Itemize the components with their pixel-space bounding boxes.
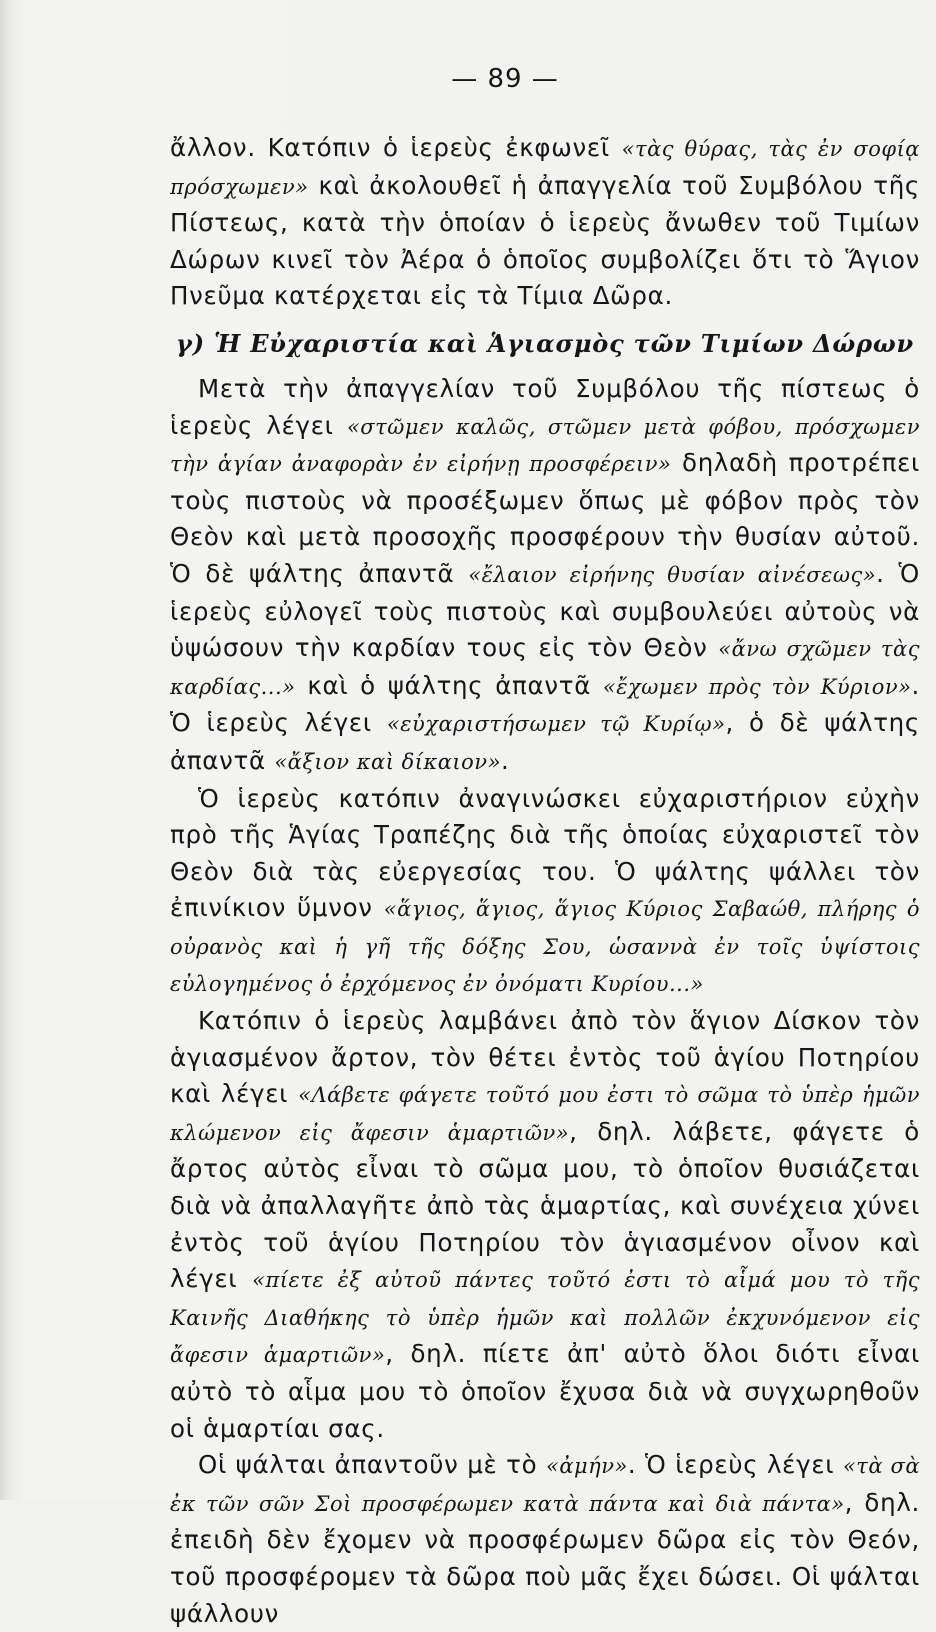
quotation: «Λάβετε φάγετε τοῦτό μου ἐστι τὸ σῶμα τὸ ὑπὲρ ἡμῶν κλώμενον εἰς ἄφεσιν ἁμαρτιῶν»: [170, 1083, 921, 1145]
quotation: «ἔλαιον εἰρήνης θυσίαν αἰνέσεως»: [468, 562, 877, 587]
text-run: , ὁ δὲ ψάλτης ἀπαντᾶ: [170, 708, 920, 775]
paragraph-p3: [170, 781, 920, 1004]
quotation: «εὐχαριστήσωμεν τῷ Κυρίῳ»: [386, 712, 726, 737]
text-run: Μετὰ τὴν ἀπαγγελίαν τοῦ Συμβόλου τῆς πίστεως ὁ ἱερεὺς λέγει: [170, 373, 920, 440]
paragraph-p2: [170, 371, 920, 781]
paragraph-p5: [170, 1447, 920, 1632]
text-run: καὶ ἀκολουθεῖ ἡ ἀπαγγελία τοῦ Συμβόλου τῆς Πίστεως, κατὰ τὴν ὁποίαν ὁ ἱερεὺς ἄνωθεν τοῦ Τιμίων Δώρων κινεῖ τὸν Ἀέρα ὁ ὁποῖος συμβολίζει ὅτι τὸ Ἅγιον Πνεῦμα κατέρχεται εἰς τὰ Τίμια Δῶρα.: [170, 170, 920, 311]
quotation: «ἅγιος, ἅγιος, ἅγιος Κύριος Σαβαώθ, πλήρης ὁ οὐρανὸς καὶ ἡ γῆ τῆς δόξης Σου, ὡσαννὰ ἐν τοῖς ὑψίστοις εὐλογημένος ὁ ἐρχόμενος ἐν ὀνόματι Κυρίου...»: [170, 897, 920, 997]
text-run: Οἱ ψάλται ἀπαντοῦν μὲ τὸ: [198, 1450, 546, 1480]
quotation: «ἄξιον καὶ δίκαιον»: [274, 749, 501, 774]
body-text: [170, 130, 920, 1632]
quotation: «στῶμεν καλῶς, στῶμεν μετὰ φόβου, πρόσχωμεν τὴν ἁγίαν ἀναφορὰν ἐν εἰρήνῃ προσφέρειν»: [170, 414, 920, 477]
text-run: , δηλ. λάβετε, φάγετε ὁ ἄρτος αὐτὸς εἶναι τὸ σῶμα μου, τὸ ὁποῖον θυσιάζεται διὰ νὰ ἀπαλλαγῆτε ἀπὸ τὰς ἁμαρτίας, καὶ συνέχεια χύνει ἐντὸς τοῦ ἁγίου Ποτηρίου τὸν ἁγιασμένον οἶνον καὶ λέγει: [170, 1116, 920, 1294]
text-run: . Ὁ ἱερεὺς λέγει: [170, 670, 920, 738]
quotation: «πίετε ἐξ αὐτοῦ πάντες τοῦτό ἐστι τὸ αἷμά μου τὸ τῆς Καινῆς Διαθήκης τὸ ὑπὲρ ἡμῶν καὶ πολλῶν ἐκχυνόμενον εἰς ἄφεσιν ἁμαρτιῶν»: [170, 1268, 921, 1368]
quotation: «τὰς θύρας, τὰς ἐν σοφίᾳ πρόσχωμεν»: [170, 137, 920, 199]
text-run: ἄλλον. Κατόπιν ὁ ἱερεὺς ἐκφωνεῖ: [170, 133, 622, 162]
text-run: γ) Ἡ Εὐχαριστία καὶ Ἁγιασμὸς τῶν Τιμίων Δώρων: [176, 328, 914, 358]
page-number: — 89 —: [451, 64, 559, 94]
text-run: .: [500, 745, 510, 775]
text-run: . Ὁ ἱερεὺς εὐλογεῖ τοὺς πιστοὺς καὶ συμβουλεύει αὐτοὺς νὰ ὑψώσουν τὴν καρδίαν τους εἰς τὸν Θεὸν: [170, 558, 920, 663]
text-run: Ὁ ἱερεὺς κατόπιν ἀναγινώσκει εὐχαριστήριον εὐχὴν πρὸ τῆς Ἁγίας Τραπέζης διὰ τῆς ὁποίας εὐχαριστεῖ τὸν Θεὸν διὰ τὰς εὐεργεσίας του. Ὁ ψάλτης ψάλλει τὸν ἐπινίκιον ὕμνον: [170, 783, 920, 923]
quotation: «ἀμήν»: [545, 1454, 628, 1479]
quotation: «ἄνω σχῶμεν τὰς καρδίας...»: [170, 637, 920, 699]
text-run: . Ὁ ἱερεὺς λέγει: [627, 1450, 843, 1480]
text-run: , δηλ. πίετε ἀπ' αὐτὸ ὅλοι διότι εἶναι αὐτὸ τὸ αἷμα μου τὸ ὁποῖον ἔχυσα διὰ νὰ συγχωρηθοῦν οἱ ἁμαρτίαι σας.: [170, 1339, 920, 1443]
quotation: «ἔχωμεν πρὸς τὸν Κύριον»: [602, 674, 912, 699]
text-run: Κατόπιν ὁ ἱερεὺς λαμβάνει ἀπὸ τὸν ἅγιον Δίσκον τὸν ἁγιασμένον ἄρτον, τὸν θέτει ἐντὸς τοῦ ἁγίου Ποτηρίου καὶ λέγει: [170, 1006, 920, 1109]
paragraph-p1: [170, 130, 920, 315]
text-run: δηλαδὴ προτρέπει τοὺς πιστοὺς νὰ προσέξωμεν ὅπως μὲ φόβον πρὸς τὸν Θεὸν καὶ μετὰ προσοχῆς προσφέρουν τὴν θυσίαν αὐτοῦ. Ὁ δὲ ψάλτης ἀπαντᾶ: [170, 448, 920, 588]
text-run: καὶ ὁ ψάλτης ἀπαντᾶ: [295, 670, 603, 700]
quotation: «τὰ σὰ ἐκ τῶν σῶν Σοὶ προσφέρωμεν κατὰ πάντα καὶ διὰ πάντα»: [170, 1454, 920, 1516]
text-run: , δηλ. ἐπειδὴ δὲν ἔχομεν νὰ προσφέρωμεν δῶρα εἰς τὸν Θεόν, τοῦ προσφέρομεν τὰ δῶρα ποὺ μᾶς ἔχει δώσει. Οἱ ψάλται ψάλλουν: [170, 1487, 921, 1628]
paragraph-p4: [170, 1003, 920, 1447]
section-heading: [170, 325, 920, 363]
